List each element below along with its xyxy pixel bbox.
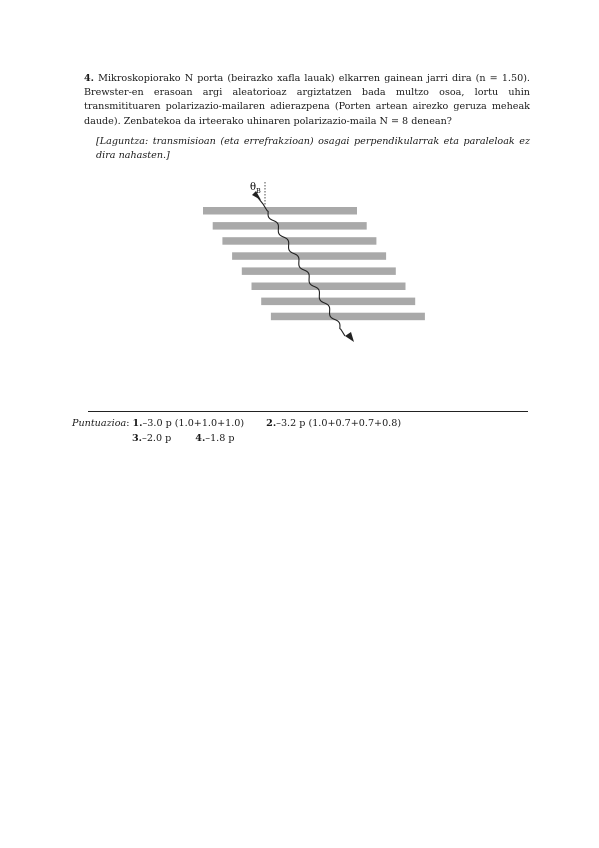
scoring-label: Puntuazioa [72,418,127,429]
ray-arrowhead-end [345,332,354,342]
score-4: –1.8 p [205,432,235,444]
scoring-block: Puntuazioa: 1.–3.0 p (1.0+1.0+1.0) 2.–3.2 p (1.0+0.7+0.7+0.8) 3.–2.0 p 4.–1.8 p [72,418,402,444]
svg-text:θB [250,182,261,195]
glass-plate [213,222,367,230]
glass-plate [261,298,415,306]
brewster-angle-subscript: B [256,187,261,195]
score-1: –3.0 p (1.0+1.0+1.0) [142,418,245,429]
score-2: –3.2 p (1.0+0.7+0.7+0.8) [276,418,402,429]
score-3: –2.0 p [142,432,172,444]
glass-plate [271,313,425,321]
separator-line [88,411,528,412]
stacked-plates-figure [195,176,435,346]
brewster-angle-label: θ [250,182,257,193]
score-4-number: 4. [195,432,206,444]
problem-statement [84,72,530,163]
problem-hint: [Laguntza: transmisioan (eta errefrakzioan) osagai perpendikularrak eta paraleloak ez dira nahasten.] [96,135,530,162]
glass-plate [242,267,396,275]
problem-number: 4. [84,73,95,84]
problem-text: Mikroskopiorako N porta (beirazko xafla lauak) elkarren gainean jarri dira (n = 1.50). Brewster-en erasoan argi aleatorioaz argiztatzen bada multzo osoa, lortu uhin transmitituaren polarizazio-mailaren adierazpena (Porten artean airezko geruza meheak daude). Zenbatekoa da irteerako uhinaren polarizazio-maila N = 8 denean? [84,73,530,127]
glass-plate [203,207,357,215]
glass-plates [203,207,425,320]
glass-plate [222,237,376,245]
score-3-number: 3. [132,432,143,444]
glass-plate [252,283,406,291]
score-1-number: 1. [132,418,143,429]
score-2-number: 2. [266,418,277,429]
glass-plate [232,252,386,259]
